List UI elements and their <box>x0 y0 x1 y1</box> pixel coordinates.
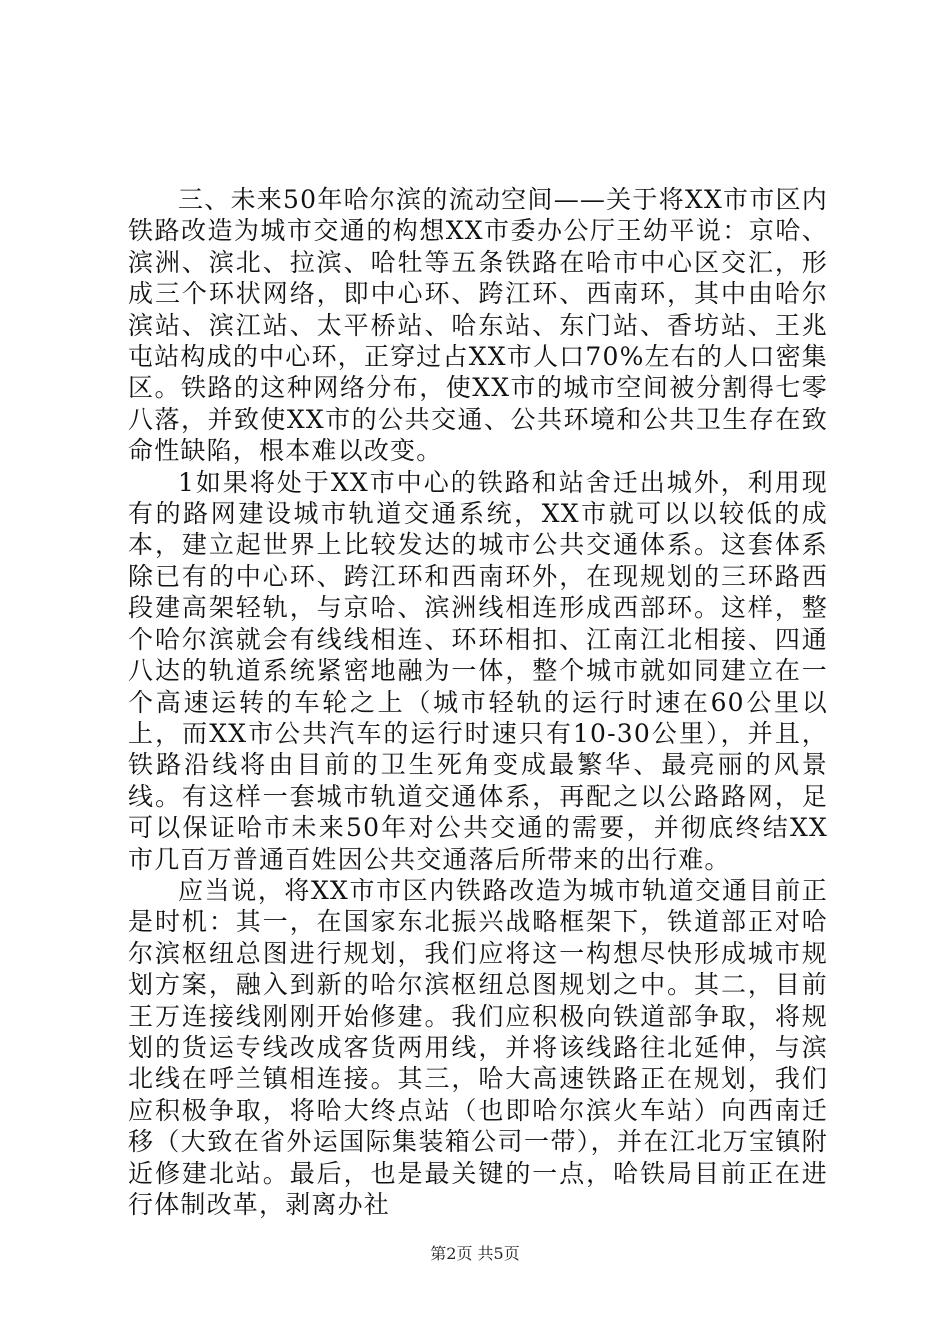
document-body <box>128 184 828 1220</box>
page-number-footer: 第2页 共5页 <box>430 1244 520 1263</box>
paragraph-2: 1如果将处于XX市中心的铁路和站舍迁出城外，利用现有的路网建设城市轨道交通系统，XX市就可以以较低的成本，建立起世界上比较发达的城市公共交通体系。这套体系除已有的中心环、跨江环和西南环外，在现规划的三环路西段建高架轻轨，与京哈、滨洲线相连形成西部环。这样，整个哈尔滨就会有线线相连、环环相扣、江南江北相接、四通八达的轨道系统紧密地融为一体，整个城市就如同建立在一个高速运转的车轮之上（城市轻轨的运行时速在60公里以上，而XX市公共汽车的运行时速只有10-30公里），并且，铁路沿线将由目前的卫生死角变成最繁华、最亮丽的风景线。有这样一套城市轨道交通体系，再配之以公路路网，足可以保证哈市未来50年对公共交通的需要，并彻底终结XX市几百万普通百姓因公共交通落后所带来的出行难。 <box>128 467 828 874</box>
paragraph-1: 三、未来50年哈尔滨的流动空间——关于将XX市市区内铁路改造为城市交通的构想XX市委办公厅王幼平说：京哈、滨洲、滨北、拉滨、哈牡等五条铁路在哈市中心区交汇，形成三个环状网络，即中心环、跨江环、西南环，其中由哈尔滨站、滨江站、太平桥站、哈东站、东门站、香坊站、王兆屯站构成的中心环，正穿过占XX市人口70%左右的人口密集区。铁路的这种网络分布，使XX市的城市空间被分割得七零八落，并致使XX市的公共交通、公共环境和公共卫生存在致命性缺陷，根本难以改变。 <box>128 185 828 466</box>
paragraph-3: 应当说，将XX市市区内铁路改造为城市轨道交通目前正是时机：其一，在国家东北振兴战略框架下，铁道部正对哈尔滨枢纽总图进行规划，我们应将这一构想尽快形成城市规划方案，融入到新的哈尔滨枢纽总图规划之中。其二，目前王万连接线刚刚开始修建。我们应积极向铁道部争取，将规划的货运专线改成客货两用线，并将该线路往北延伸，与滨北线在呼兰镇相连接。其三，哈大高速铁路正在规划，我们应积极争取，将哈大终点站（也即哈尔滨火车站）向西南迁移（大致在省外运国际集装箱公司一带），并在江北万宝镇附近修建北站。最后，也是最关键的一点，哈铁局目前正在进行体制改革，剥离办社 <box>128 875 828 1219</box>
